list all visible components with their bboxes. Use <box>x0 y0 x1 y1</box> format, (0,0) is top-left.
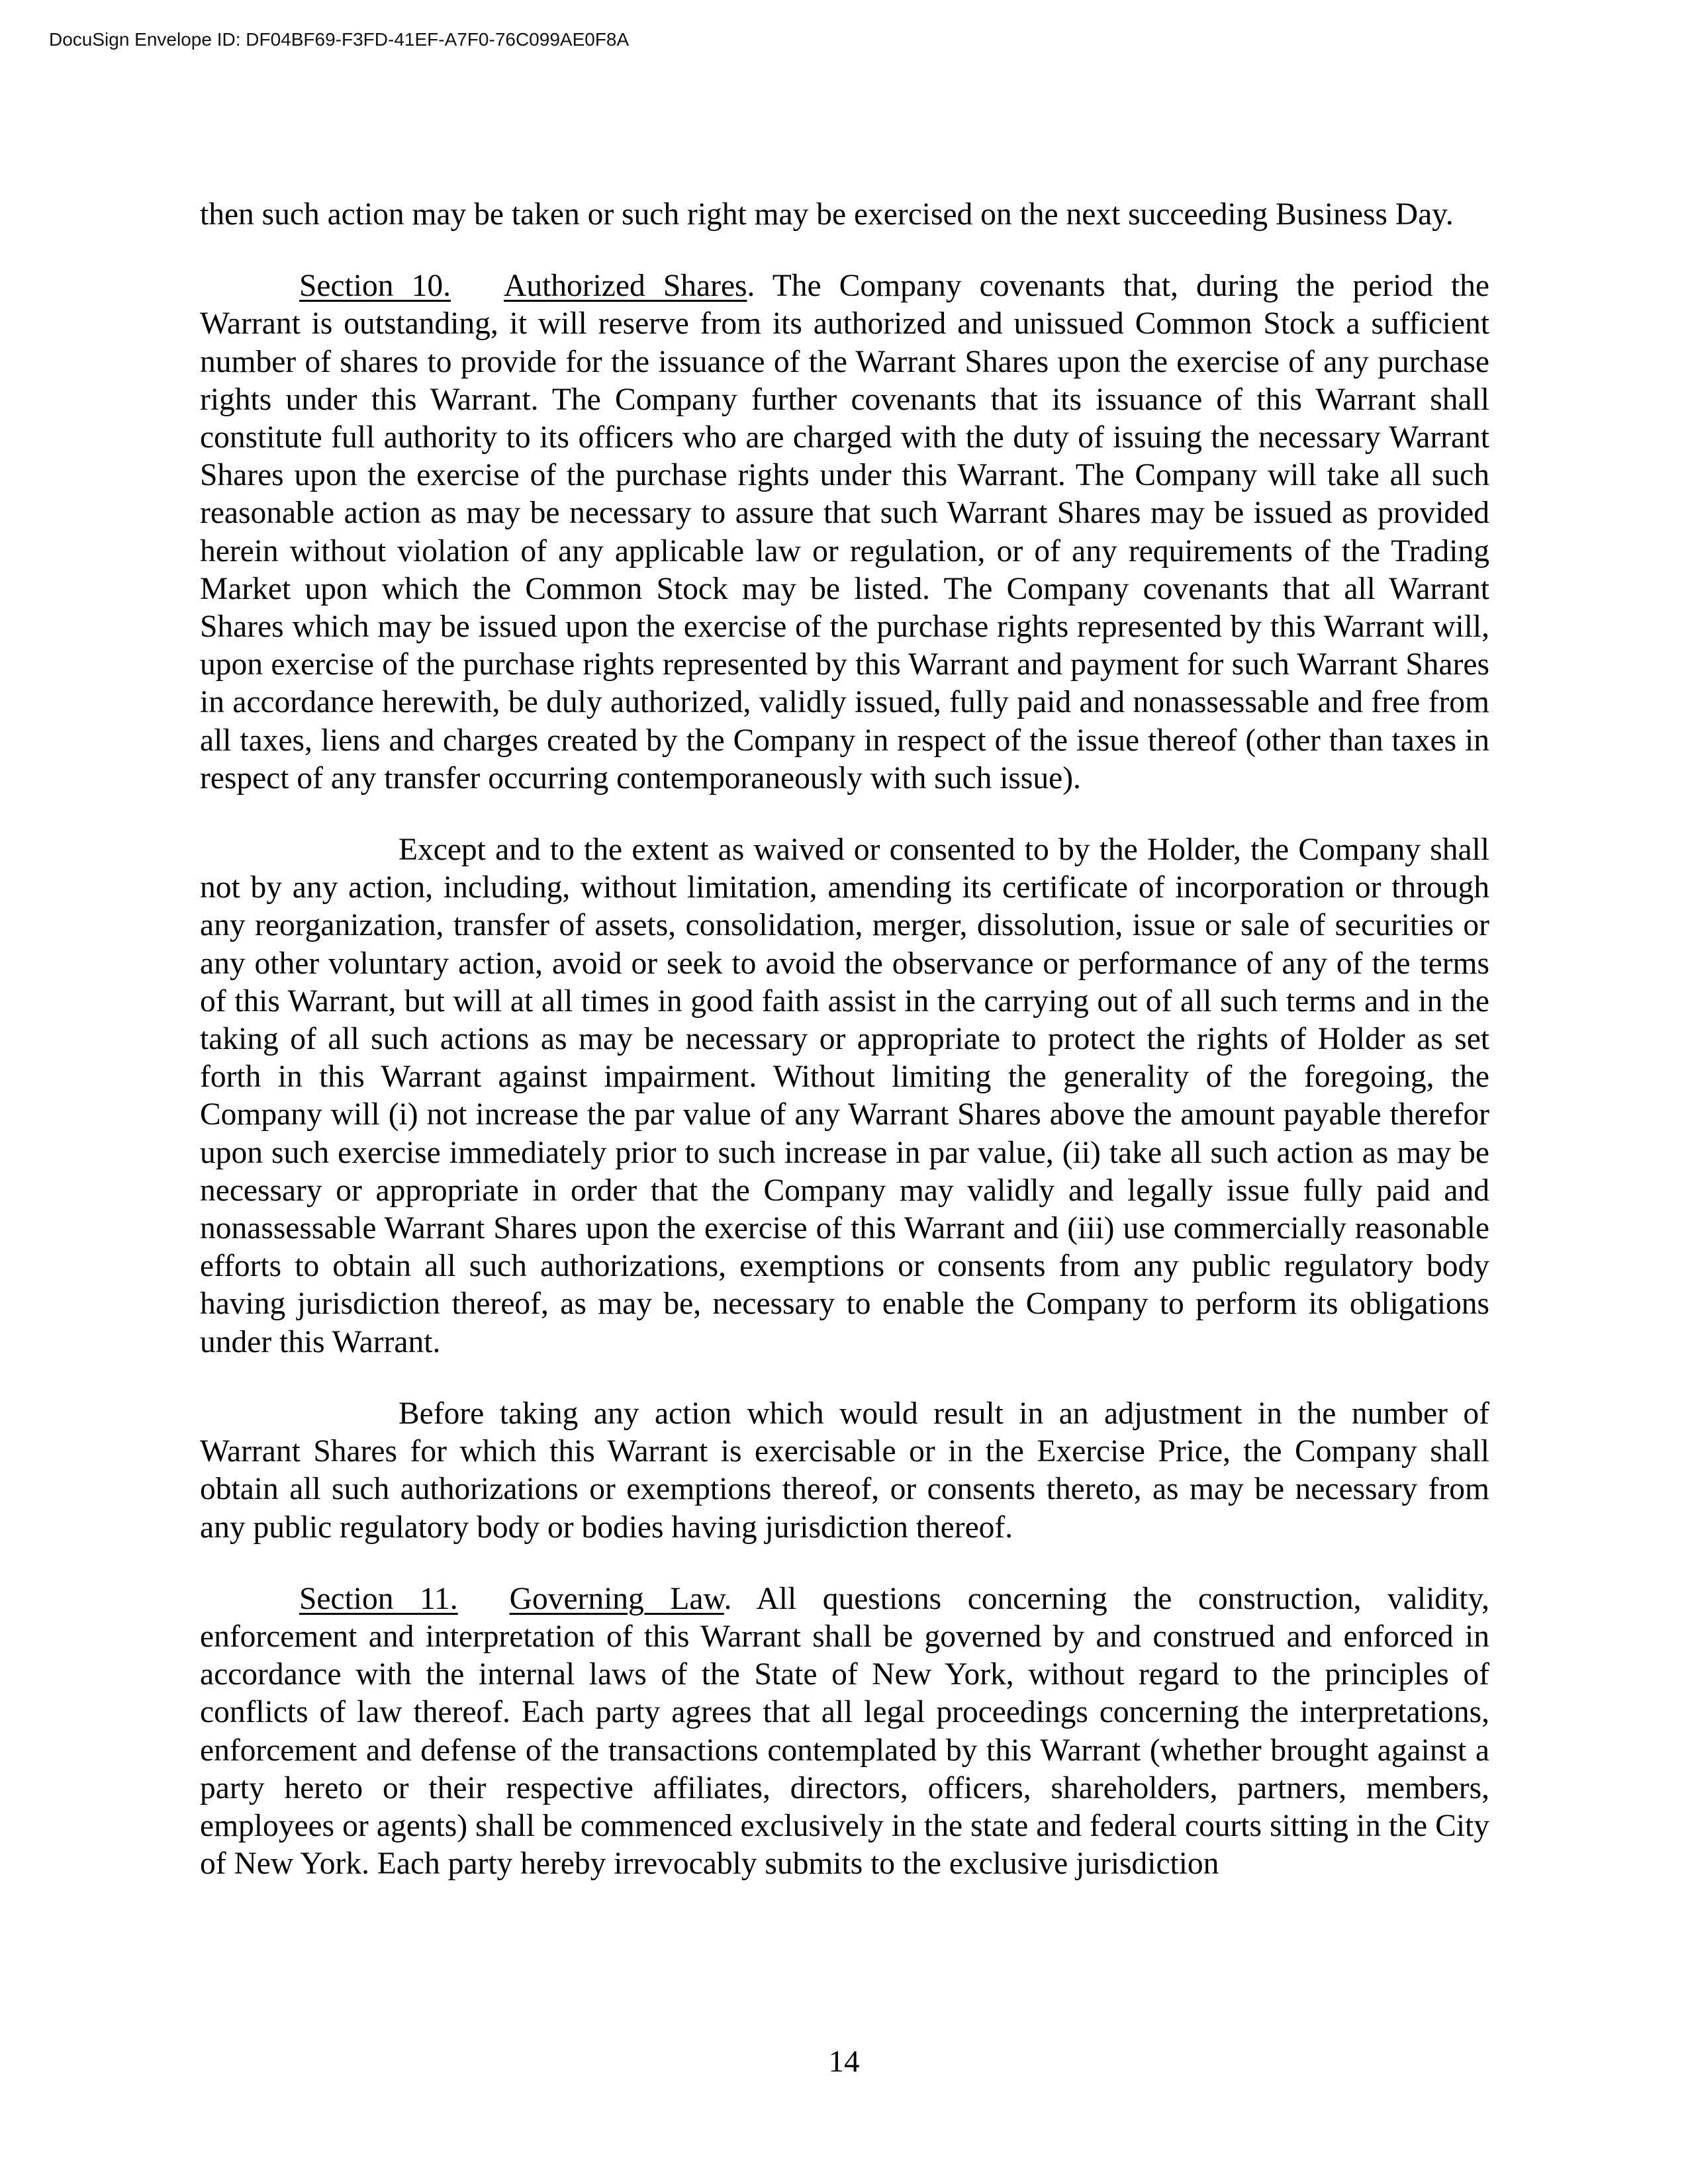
section-10-paragraph-2: Except and to the extent as waived or consented to by the Holder, the Company shall not by any action, including, without limitation, amending its certificate of incorporation or through any reorganization, transfer of assets, consolidation, merger, dissolution, issue or sale of securities or any other voluntary action, avoid or seek to avoid the observance or performance of any of the terms of this Warrant, but will at all times in good faith assist in the carrying out of all such terms and in the taking of all such actions as may be necessary or appropriate to protect the rights of Holder as set forth in this Warrant against impairment. Without limiting the generality of the foregoing, the Company will (i) not increase the par value of any Warrant Shares above the amount payable therefor upon such exercise immediately prior to such increase in par value, (ii) take all such action as may be necessary or appropriate in order that the Company may validly and legally issue fully paid and nonassessable Warrant Shares upon the exercise of this Warrant and (iii) use commercially reasonable efforts to obtain all such authorizations, exemptions or consents from any public regulatory body having jurisdiction thereof, as may be, necessary to enable the Company to perform its obligations under this Warrant. <box>200 833 1489 1359</box>
section-11-body: . All questions concerning the construction, validity, enforcement and interpretation of this Warrant shall be governed by and construed and enforced in accordance with the internal laws of the State of New York, without regard to the principles of conflicts of law thereof. Each party agrees that all legal proceedings concerning the interpretations, enforcement and defense of the transactions contemplated by this Warrant (whether brought against a party hereto or their respective affiliates, directors, officers, shareholders, partners, members, employees or agents) shall be commenced exclusively in the state and federal courts sitting in the City of New York. Each party hereby irrevocably submits to the exclusive jurisdiction <box>200 1581 1489 1882</box>
docusign-envelope-id: DocuSign Envelope ID: DF04BF69-F3FD-41EF-A7F0-76C099AE0F8A <box>49 29 630 50</box>
section-11-paragraph <box>200 1580 1489 1884</box>
section-10-paragraph <box>200 267 1489 797</box>
section-10-number: Section 10. <box>299 269 451 304</box>
continuation-paragraph: then such action may be taken or such right may be exercised on the next succeeding Business Day. <box>200 197 1454 232</box>
document-body <box>200 196 1489 1917</box>
page-number: 14 <box>828 2044 860 2079</box>
section-10-title: Authorized Shares <box>504 269 747 304</box>
section-10-paragraph-3: Before taking any action which would result in an adjustment in the number of Warrant Shares for which this Warrant is exercisable or in the Exercise Price, the Company shall obtain all such authorizations or exemptions thereof, or consents thereto, as may be necessary from any public regulatory body or bodies having jurisdiction thereof. <box>200 1396 1489 1545</box>
section-11-title: Governing Law <box>509 1581 724 1616</box>
section-11-number: Section 11. <box>299 1581 458 1616</box>
section-10-body: . The Company covenants that, during the period the Warrant is outstanding, it will reserve from its authorized and unissued Common Stock a sufficient number of shares to provide for the issuance of the Warrant Shares upon the exercise of any purchase rights under this Warrant. The Company further covenants that its issuance of this Warrant shall constitute full authority to its officers who are charged with the duty of issuing the necessary Warrant Shares upon the exercise of the purchase rights under this Warrant. The Company will take all such reasonable action as may be necessary to assure that such Warrant Shares may be issued as provided herein without violation of any applicable law or regulation, or of any requirements of the Trading Market upon which the Common Stock may be listed. The Company covenants that all Warrant Shares which may be issued upon the exercise of the purchase rights represented by this Warrant will, upon exercise of the purchase rights represented by this Warrant and payment for such Warrant Shares in accordance herewith, be duly authorized, validly issued, fully paid and nonassessable and free from all taxes, liens and charges created by the Company in respect of the issue thereof (other than taxes in respect of any transfer occurring contemporaneously with such issue). <box>200 269 1489 796</box>
